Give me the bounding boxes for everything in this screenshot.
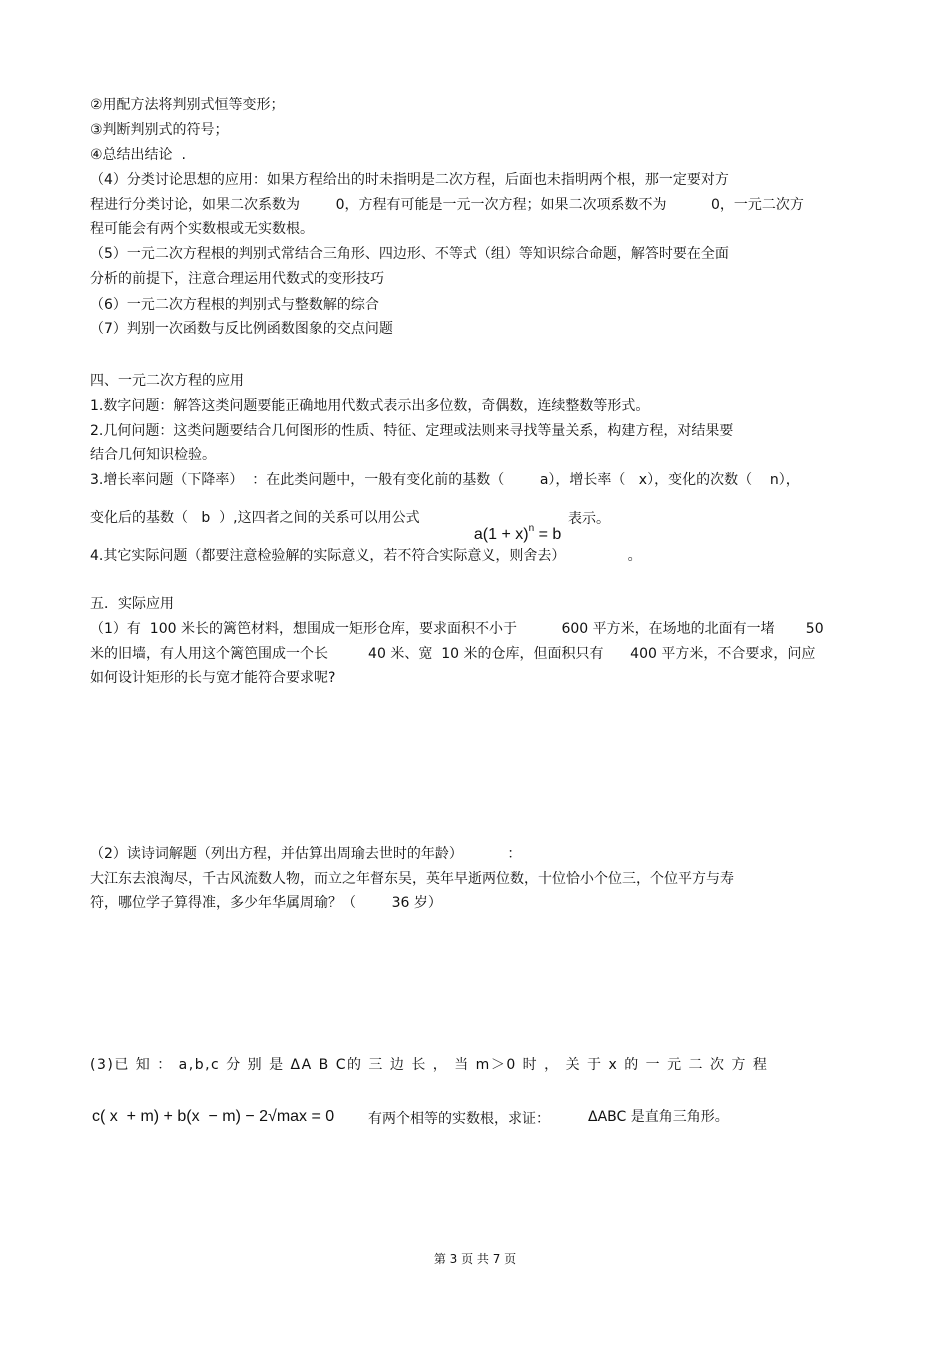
- section-4-item-3b: 变化后的基数（ b ）,这四者之间的关系可以用公式: [90, 510, 420, 526]
- growth-formula-rhs: = b: [534, 526, 562, 543]
- text-line-4: （4）分类讨论思想的应用：如果方程给出的时未指明是二次方程，后面也未指明两个根，那一定要对方: [90, 172, 729, 188]
- text-line-6: 程可能会有两个实数根或无实数根。: [90, 221, 314, 237]
- discriminant-equation: c( x + m) + b(x − m) − 2√max = 0: [92, 1108, 335, 1125]
- section-4-item-2a: 2.几何问题：这类问题要结合几何图形的性质、特征、定理或法则来寻找等量关系，构建方程，对结果要: [90, 423, 734, 439]
- growth-formula-base: a(1 + x): [473, 526, 529, 543]
- problem-3-triangle: ΔABC 是直角三角形。: [588, 1109, 729, 1125]
- growth-formula-exponent: n: [528, 523, 535, 534]
- page-footer: 第 3 页 共 7 页: [433, 1252, 517, 1266]
- problem-1-line-b: 米的旧墙，有人用这个篱笆围成一个长 40 米、宽 10 米的仓库，但面积只有 400 平方米，不合要求，问应: [90, 646, 816, 662]
- section-4-item-3a: 3.增长率问题（下降率） ：在此类问题中，一般有变化前的基数（ a），增长率（ x），变化的次数（ n），: [90, 472, 800, 488]
- text-line-3: ④总结出结论 .: [90, 147, 186, 163]
- problem-3-line-b: 有两个相等的实数根，求证：: [368, 1111, 550, 1127]
- text-line-1: ②用配方法将判别式恒等变形；: [90, 97, 285, 113]
- problem-2-line-b: 大江东去浪淘尽，千古风流数人物，而立之年督东吴，英年早逝两位数，十位恰小个位三，个位平方与寿: [90, 871, 734, 887]
- problem-2-line-a: （2）读诗词解题（列出方程，并估算出周瑜去世时的年龄） ：: [90, 846, 522, 862]
- section-5-title: 五．实际应用: [90, 596, 174, 612]
- problem-1-line-a: （1）有 100 米长的篱笆材料，想围成一矩形仓库，要求面积不小于 600 平方米，在场地的北面有一堵 50: [90, 621, 824, 637]
- problem-1-line-c: 如何设计矩形的长与宽才能符合要求呢?: [90, 670, 336, 686]
- problem-2-line-c: 符，哪位学子算得准，多少年华属周瑜？（ 36 岁）: [90, 895, 442, 911]
- text-line-2: ③判断判别式的符号；: [90, 122, 229, 138]
- growth-formula: [465, 508, 561, 544]
- text-line-9: （6）一元二次方程根的判别式与整数解的综合: [90, 297, 379, 313]
- section-4-item-4: 4.其它实际问题（都要注意检验解的实际意义，若不符合实际意义，则舍去） 。: [90, 548, 642, 564]
- text-line-10: （7）判别一次函数与反比例函数图象的交点问题: [90, 321, 393, 337]
- text-line-5: 程进行分类讨论，如果二次系数为 0，方程有可能是一元一次方程；如果二次项系数不为 0，一元二次方: [90, 197, 804, 213]
- text-line-8: 分析的前提下，注意合理运用代数式的变形技巧: [90, 271, 384, 287]
- text-line-7: （5）一元二次方程根的判别式常结合三角形、四边形、不等式（组）等知识综合命题，解答时要在全面: [90, 246, 729, 262]
- problem-3-line-a: (3)已 知 ： a,b,c 分 别 是 ΔA B C的 三 边 长 ， 当 m＞0 时 ， 关 于 x 的 一 元 二 次 方 程: [90, 1057, 769, 1073]
- section-4-title: 四、一元二次方程的应用: [90, 373, 244, 389]
- section-4-item-3-tail: 表示。: [568, 511, 610, 527]
- section-4-item-2b: 结合几何知识检验。: [90, 447, 216, 463]
- section-4-item-1: 1.数字问题：解答这类问题要能正确地用代数式表示出多位数，奇偶数，连续整数等形式。: [90, 398, 650, 414]
